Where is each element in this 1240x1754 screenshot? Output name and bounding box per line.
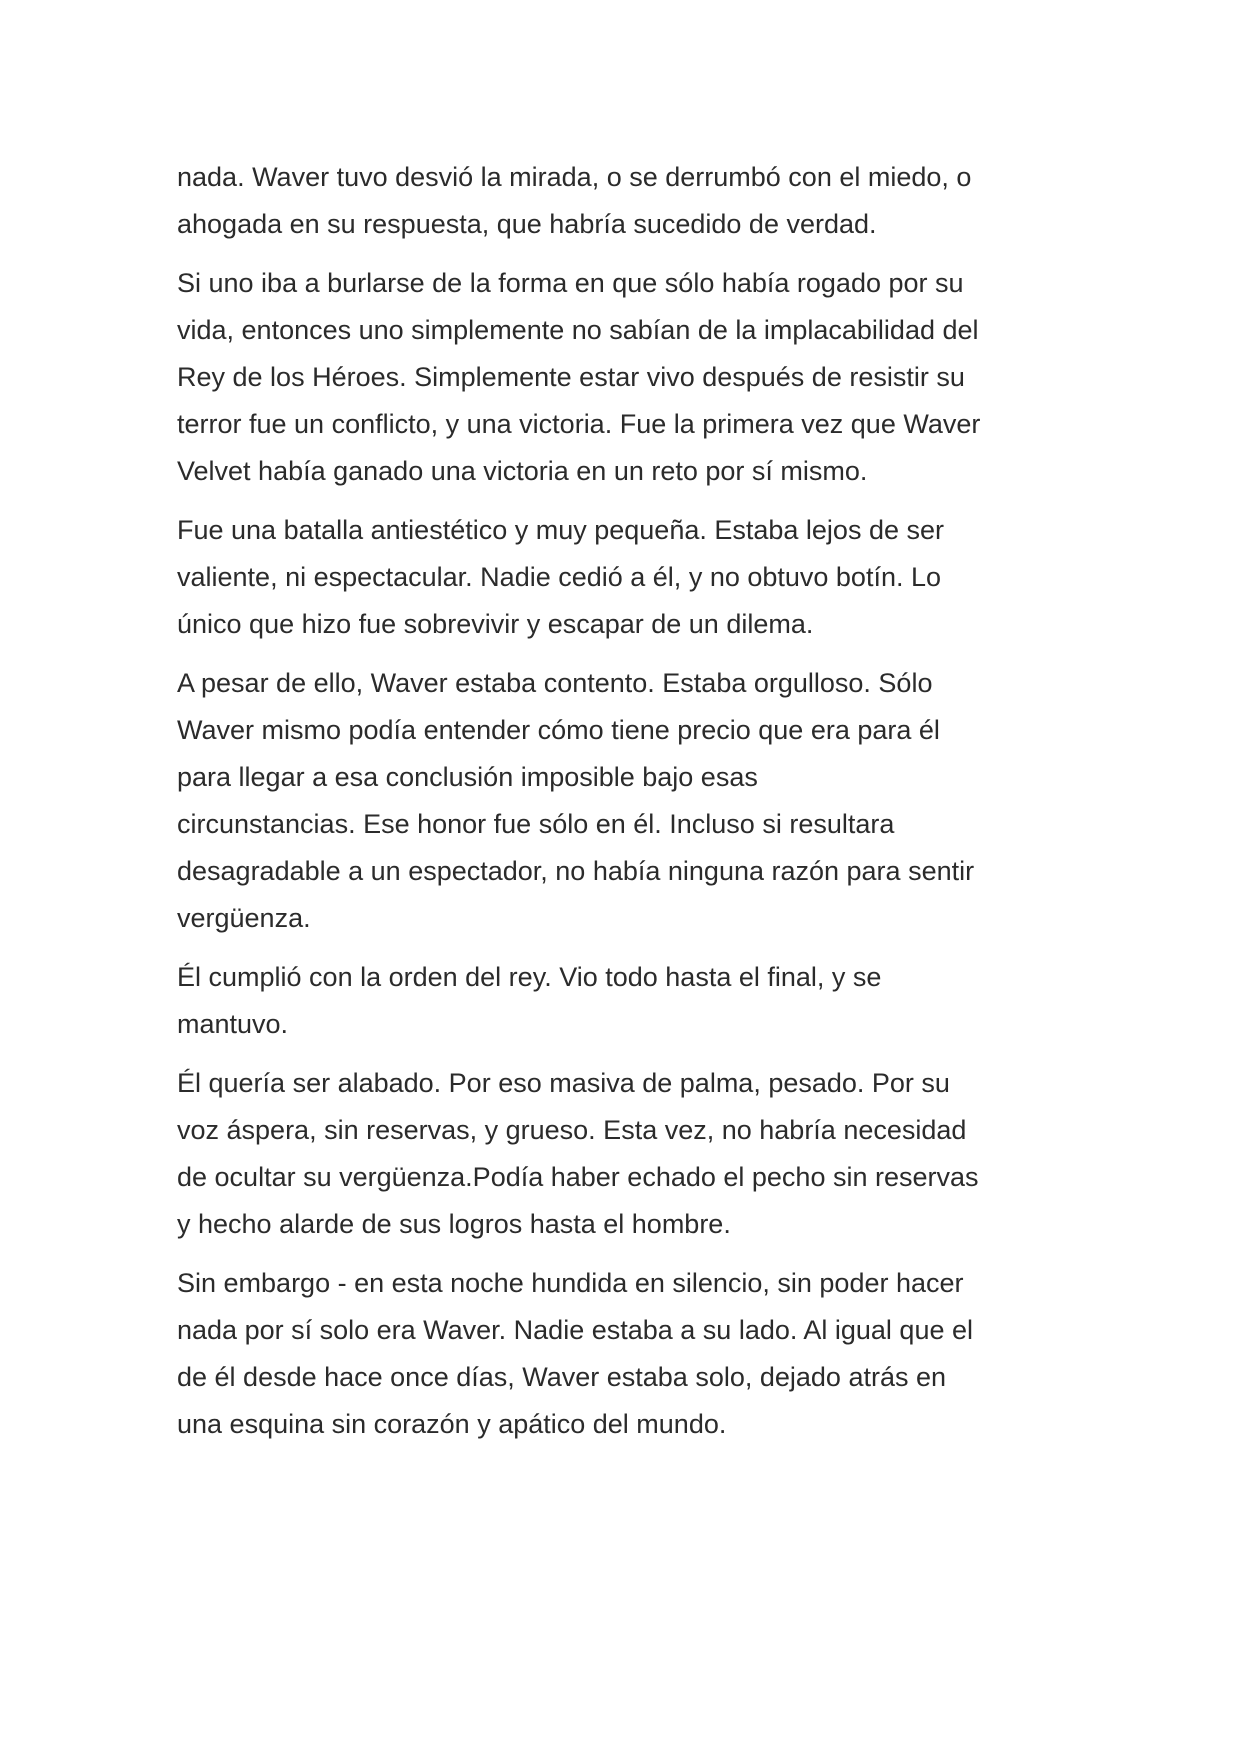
- text-line: vergüenza.: [177, 903, 311, 933]
- text-line: vida, entonces uno simplemente no sabían de la implacabilidad del: [177, 315, 979, 345]
- paragraph-3: [177, 507, 1057, 648]
- text-line: ahogada en su respuesta, que habría sucedido de verdad.: [177, 209, 877, 239]
- body-text: [177, 154, 1057, 1460]
- text-line: único que hizo fue sobrevivir y escapar de un dilema.: [177, 609, 814, 639]
- text-line: una esquina sin corazón y apático del mundo.: [177, 1409, 727, 1439]
- paragraph-1: [177, 154, 1057, 248]
- text-line: voz áspera, sin reservas, y grueso. Esta vez, no habría necesidad: [177, 1115, 967, 1145]
- text-line: nada. Waver tuvo desvió la mirada, o se derrumbó con el miedo, o: [177, 162, 972, 192]
- text-line: Sin embargo - en esta noche hundida en silencio, sin poder hacer: [177, 1268, 964, 1298]
- paragraph-6: [177, 1060, 1057, 1248]
- text-line: valiente, ni espectacular. Nadie cedió a él, y no obtuvo botín. Lo: [177, 562, 942, 592]
- text-line: nada por sí solo era Waver. Nadie estaba a su lado. Al igual que el: [177, 1315, 973, 1345]
- text-line: para llegar a esa conclusión imposible bajo esas: [177, 762, 758, 792]
- text-line: terror fue un conflicto, y una victoria. Fue la primera vez que Waver: [177, 409, 981, 439]
- text-line: desagradable a un espectador, no había ninguna razón para sentir: [177, 856, 975, 886]
- text-line: y hecho alarde de sus logros hasta el hombre.: [177, 1209, 731, 1239]
- text-line: Waver mismo podía entender cómo tiene precio que era para él: [177, 715, 940, 745]
- text-line: A pesar de ello, Waver estaba contento. Estaba orgulloso. Sólo: [177, 668, 933, 698]
- paragraph-5: [177, 954, 1057, 1048]
- text-line: Él cumplió con la orden del rey. Vio todo hasta el final, y se: [177, 962, 882, 992]
- text-line: de ocultar su vergüenza.Podía haber echado el pecho sin reservas: [177, 1162, 979, 1192]
- text-line: Si uno iba a burlarse de la forma en que sólo había rogado por su: [177, 268, 964, 298]
- text-line: Él quería ser alabado. Por eso masiva de palma, pesado. Por su: [177, 1068, 950, 1098]
- text-line: circunstancias. Ese honor fue sólo en él. Incluso si resultara: [177, 809, 895, 839]
- paragraph-2: [177, 260, 1057, 495]
- text-line: de él desde hace once días, Waver estaba solo, dejado atrás en: [177, 1362, 946, 1392]
- text-line: mantuvo.: [177, 1009, 289, 1039]
- paragraph-4: [177, 660, 1057, 942]
- text-line: Rey de los Héroes. Simplemente estar vivo después de resistir su: [177, 362, 965, 392]
- text-line: Fue una batalla antiestético y muy pequeña. Estaba lejos de ser: [177, 515, 944, 545]
- text-line: Velvet había ganado una victoria en un reto por sí mismo.: [177, 456, 868, 486]
- paragraph-7: [177, 1260, 1057, 1448]
